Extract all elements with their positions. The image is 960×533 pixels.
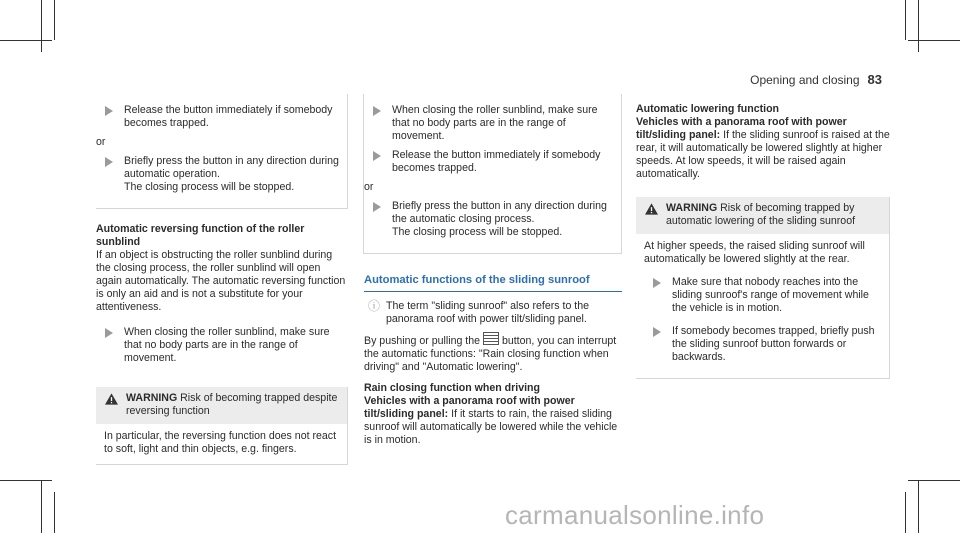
- paragraph: If an object is obstructing the roller sunblind during the closing process, the roller sunblind will open again automatically. The automatic reversing function is only an aid and is not a substitute for your attentiveness.: [96, 249, 346, 313]
- arrow-step-icon: [105, 157, 113, 167]
- crop-mark: [54, 492, 55, 533]
- warning-body: In particular, the reversing function does not react to soft, light and thin objects, e.g. fingers.: [104, 430, 337, 455]
- paragraph: Vehicles with a panorama roof with power tilt/sliding panel: If the sliding sunroof is raised at the rear, it will automatically be lowered slightly at higher speeds. At low speeds, it will be raised again automatically.: [636, 116, 890, 180]
- step-box: [363, 94, 622, 254]
- warning-triangle-icon: [645, 203, 658, 215]
- crop-mark: [908, 480, 960, 481]
- step-item: Make sure that nobody reaches into the sliding sunroof's range of movement while the vehicle is in motion.: [644, 276, 881, 315]
- warning-title: Risk of becoming trapped despite reversing function: [126, 392, 338, 417]
- info-note: ⓘ The term "sliding sunroof" also refers to the panorama roof with power tilt/sliding panel.: [368, 299, 590, 325]
- arrow-step-icon: [373, 106, 381, 116]
- step-item: Release the button immediately if somebody becomes trapped.: [364, 149, 615, 175]
- page-header-title: Opening and closing: [750, 73, 860, 87]
- paragraph: Vehicles with a panorama roof with power tilt/sliding panel: If it starts to rain, the raised sliding sunroof will automatically be lowered while the vehicle is in motion.: [364, 395, 618, 446]
- warning-header: [96, 387, 347, 424]
- step-box: [96, 94, 348, 209]
- warning-label: WARNING: [126, 392, 178, 404]
- arrow-step-icon: [105, 106, 113, 116]
- section-heading: Automatic lowering function: [636, 103, 780, 115]
- crop-mark: [905, 0, 906, 40]
- warning-body: At higher speeds, the raised sliding sunroof will automatically be lowered slightly at the rear. Make sure that nobody reaches into the sliding sunroof's range of movement while the vehicle is in motion. If somebody becomes trapped, briefly push the sliding sunroof button forwards or backwards.: [636, 234, 889, 378]
- or-label: or: [96, 136, 106, 148]
- crop-mark: [908, 40, 960, 41]
- crop-mark: [918, 480, 919, 533]
- arrow-step-icon: [373, 151, 381, 161]
- warning-box: [96, 387, 348, 465]
- section-heading-blue: Automatic functions of the sliding sunroof: [364, 274, 622, 292]
- step-item: If somebody becomes trapped, briefly push the sliding sunroof button forwards or backwards.: [644, 325, 881, 364]
- arrow-step-icon: [653, 327, 661, 337]
- info-note-icon: ⓘ: [368, 299, 381, 313]
- step-item: When closing the roller sunblind, make sure that no body parts are in the range of movement.: [96, 326, 348, 365]
- crop-mark: [905, 492, 906, 533]
- page-number: 83: [867, 72, 882, 87]
- column-3: [636, 103, 890, 379]
- crop-mark: [41, 0, 42, 52]
- crop-mark: [54, 0, 55, 40]
- warning-header: [636, 197, 889, 234]
- step-item: Briefly press the button in any direction during automatic operation. The closing process will be stopped.: [96, 155, 341, 194]
- warning-triangle-icon: [105, 393, 118, 405]
- crop-mark: [0, 40, 52, 41]
- page-header: [750, 72, 882, 87]
- subheading: Rain closing function when driving: [364, 382, 540, 394]
- column-2: [364, 94, 622, 447]
- paragraph: By pushing or pulling the button, you can interrupt the automatic functions: "Rain closing function when driving" and "Automatic lowering".: [364, 332, 622, 374]
- crop-mark: [918, 0, 919, 52]
- arrow-step-icon: [373, 202, 381, 212]
- crop-mark: [0, 480, 52, 481]
- section-heading: Automatic reversing function of the roller sunblind: [96, 223, 305, 248]
- arrow-step-icon: [653, 278, 661, 288]
- warning-title: Risk of becoming trapped by automatic lowering of the sliding sunroof: [666, 202, 856, 227]
- step-item: When closing the roller sunblind, make sure that no body parts are in the range of movement.: [364, 104, 615, 143]
- crop-mark: [41, 480, 42, 533]
- sunroof-button-icon: [483, 332, 499, 345]
- step-item: Release the button immediately if somebody becomes trapped.: [96, 104, 341, 130]
- or-label: or: [364, 181, 374, 193]
- watermark: carmanualsonline.info: [505, 500, 765, 530]
- warning-label: WARNING: [666, 202, 718, 214]
- column-1: [96, 94, 348, 465]
- step-item: Briefly press the button in any direction during the automatic closing process. The closing process will be stopped.: [364, 200, 615, 239]
- warning-box: [636, 197, 890, 379]
- arrow-step-icon: [105, 328, 113, 338]
